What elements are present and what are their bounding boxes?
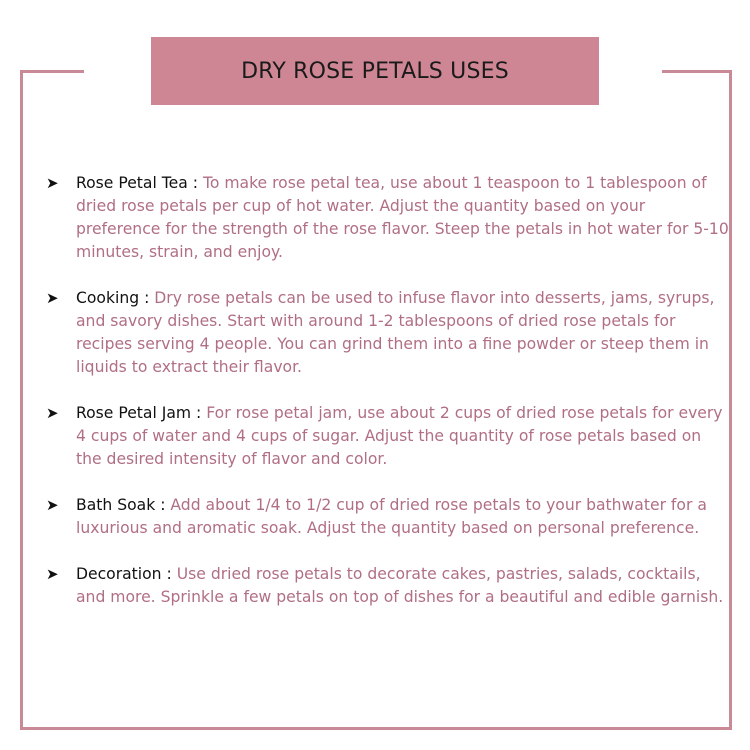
- item-label: Bath Soak :: [76, 496, 171, 514]
- item-label: Rose Petal Jam :: [76, 404, 207, 422]
- item-label: Decoration :: [76, 565, 177, 583]
- title-banner: [151, 37, 599, 105]
- list-item-bath-soak: [46, 494, 730, 540]
- item-description: Add about 1/4 to 1/2 cup of dried rose petals to your bathwater for a luxurious and aromatic soak. Adjust the quantity based on personal preference.: [76, 496, 707, 537]
- item-description: To make rose petal tea, use about 1 teaspoon to 1 tablespoon of dried rose petals per cup of hot water. Adjust the quantity based on your preference for the strength of the rose flavor. Steep the petals in hot water for 5-10 minutes, strain, and enjoy.: [76, 174, 729, 261]
- list-item-rose-petal-jam: [46, 402, 730, 471]
- list-item-decoration: [46, 563, 730, 609]
- item-description: Dry rose petals can be used to infuse flavor into desserts, jams, syrups, and savory dishes. Start with around 1-2 tablespoons of dried rose petals for recipes serving 4 people. You can grind them into a fine powder or steep them in liquids to extract their flavor.: [76, 289, 715, 376]
- list-item-cooking: [46, 287, 730, 379]
- list-item-rose-petal-tea: [46, 172, 730, 264]
- item-description: For rose petal jam, use about 2 cups of dried rose petals for every 4 cups of water and 4 cups of sugar. Adjust the quantity of rose petals based on the desired intensity of flavor and color.: [76, 404, 723, 468]
- arrowhead-bullet-icon: ➤: [46, 289, 59, 307]
- arrowhead-bullet-icon: ➤: [46, 496, 59, 514]
- item-label: Rose Petal Tea :: [76, 174, 203, 192]
- arrowhead-bullet-icon: ➤: [46, 565, 59, 583]
- uses-list: [46, 172, 730, 632]
- arrowhead-bullet-icon: ➤: [46, 404, 59, 422]
- page-title: DRY ROSE PETALS USES: [241, 58, 509, 84]
- arrowhead-bullet-icon: ➤: [46, 174, 59, 192]
- item-label: Cooking :: [76, 289, 155, 307]
- item-description: Use dried rose petals to decorate cakes, pastries, salads, cocktails, and more. Sprinkle a few petals on top of dishes for a beautiful and edible garnish.: [76, 565, 724, 606]
